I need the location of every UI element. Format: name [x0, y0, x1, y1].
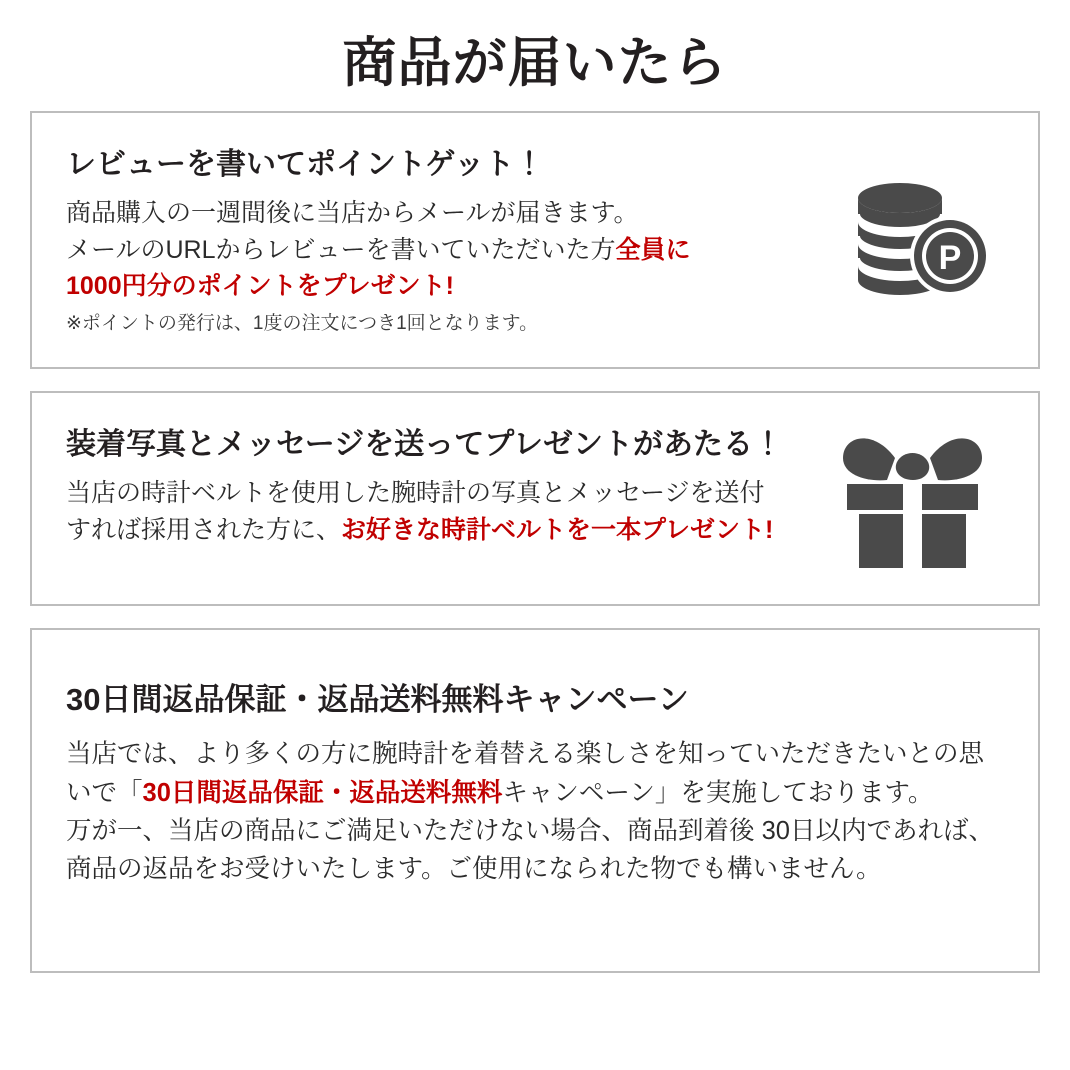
gift-box-icon — [835, 424, 990, 574]
paragraph: 万が一、当店の商品にご満足いただけない場合、商品到着後 30日以内であれば、商品の返品をお受けいたします。ご使用になられた物でも構いません。 — [66, 816, 994, 884]
card-review-points — [30, 111, 1040, 369]
paragraph: 当店では、より多くの方に腕時計を着替える楽しさを知っていただきたいとの思いで「30日間返品保証・返品送料無料キャンペーン」を実施しております。 — [66, 740, 985, 807]
page-title: 商品が届いたら — [342, 33, 728, 93]
card-return-policy — [30, 628, 1040, 973]
coins-p-icon — [842, 180, 992, 310]
card-return-body — [66, 735, 1008, 888]
svg-text:P: P — [938, 239, 962, 278]
text-line: 当店の時計ベルトを使用した腕時計の写真とメッセージを送付 — [66, 479, 765, 508]
text-line: メールのURLからレビューを書いていただいた方全員に — [66, 235, 691, 264]
card-review-note: ※ポイントの発行は、1度の注文につき1回となります。 — [66, 313, 539, 335]
text-line: 1000円分のポイントをプレゼント! — [66, 271, 454, 300]
text-line: 商品購入の一週間後に当店からメールが届きます。 — [66, 199, 639, 228]
card-photo-campaign — [30, 391, 1040, 606]
card-return-title: 30日間返品保証・返品送料無料キャンペーン — [66, 682, 689, 718]
text-line: すれば採用された方に、お好きな時計ベルトを一本プレゼント! — [66, 515, 774, 544]
card-review-title: レビューを書いてポイントゲット！ — [66, 148, 545, 182]
card-photo-title: 装着写真とメッセージを送ってプレゼントがあたる！ — [66, 428, 783, 462]
